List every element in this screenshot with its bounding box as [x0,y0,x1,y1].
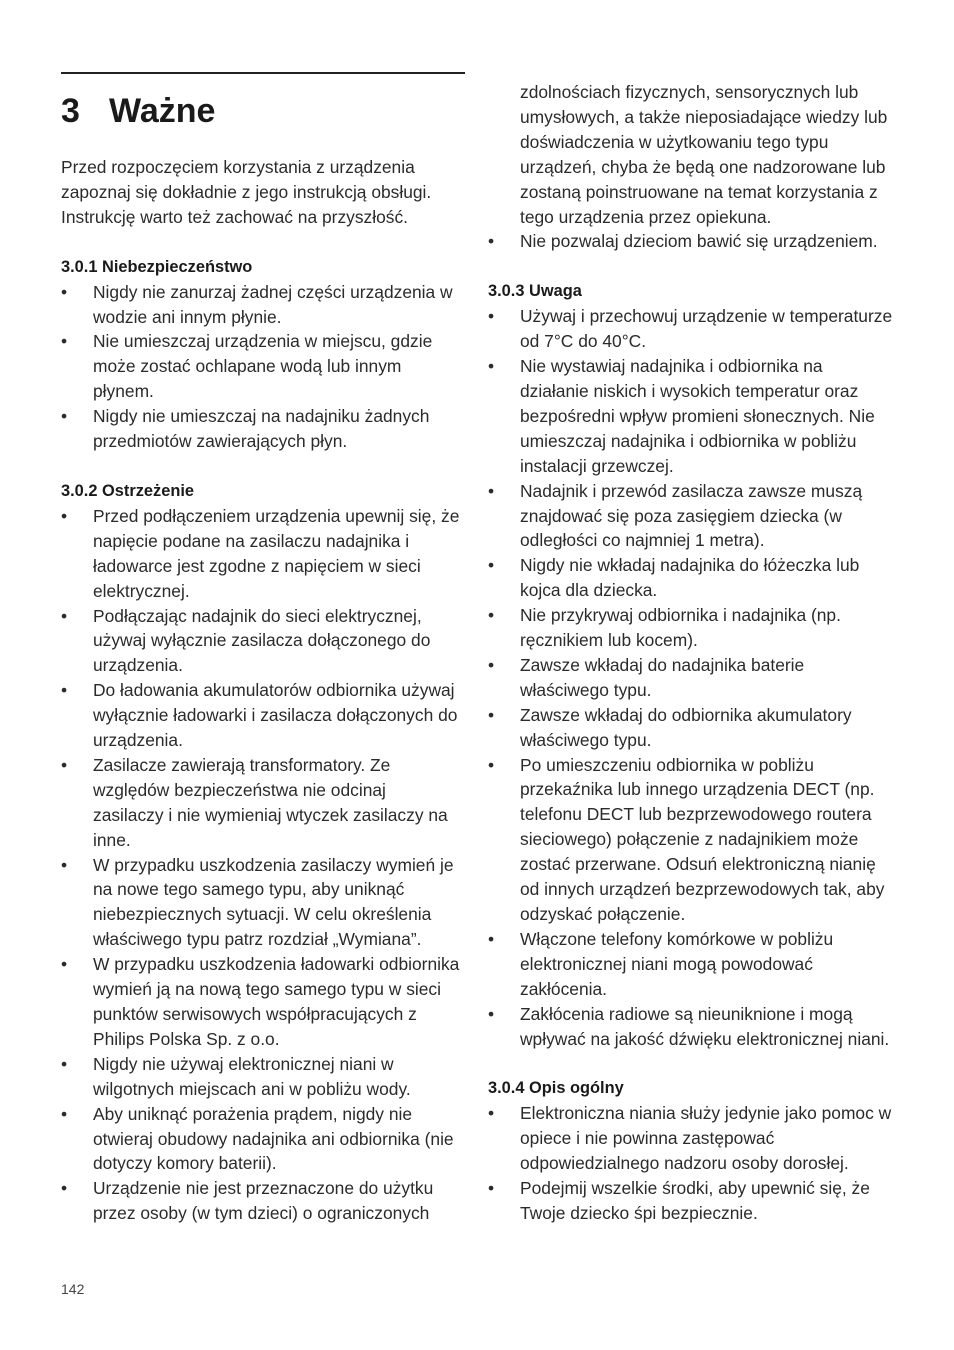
list-item [61,604,461,679]
list-item [61,280,461,330]
list-item-text: Nie wystawiaj nadajnika i odbiornika na działanie niskich i wysokich temperatur oraz bezpośredni wpływ promieni słonecznych. Nie umieszczaj nadajnika i odbiornika w pobliżu instalacji grzewczej. [520,356,875,476]
bullet: • [488,306,495,327]
list-item-text: Zawsze wkładaj do nadajnika baterie właściwego typu. [520,654,805,700]
bullet: • [488,480,495,501]
bullet: • [61,331,68,352]
list-item-text: Elektroniczna niania służy jedynie jako pomoc w opiece i nie powinna zastępować odpowiedzialnego nadzoru osoby dorosłej. [520,1103,892,1174]
section-title-general: 3.0.4 Opis ogólny [488,1079,624,1098]
list-item [61,329,461,404]
list-item [61,1052,461,1102]
section-title-caution: 3.0.3 Uwaga [488,282,582,301]
list-item-text: Nigdy nie zanurzaj żadnej części urządzenia w wodzie ani innym płynie. [93,281,453,327]
bullet: • [488,1178,495,1199]
list-item [488,1002,896,1052]
section-title-danger: 3.0.1 Niebezpieczeństwo [61,257,253,276]
list-item [61,504,461,604]
list-item [488,1101,896,1176]
danger-list [61,280,461,454]
list-item [488,653,896,703]
list-item [488,553,896,603]
list-item [488,229,896,254]
list-item-text: Do ładowania akumulatorów odbiornika używaj wyłącznie ładowarki i zasilacza dołączonych do urządzenia. [93,680,458,751]
intro-paragraph: Przed rozpoczęciem korzystania z urządzenia zapoznaj się dokładnie z jego instrukcją obsługi. Instrukcję warto też zachować na przyszłość. [61,157,432,227]
bullet: • [488,1003,495,1024]
list-item-text: Nie przykrywaj odbiornika i nadajnika (np. ręcznikiem lub kocem). [520,605,841,651]
list-item [488,603,896,653]
bullet: • [488,605,495,626]
bullet: • [61,1178,68,1199]
list-item [488,703,896,753]
list-item [61,1102,461,1177]
list-item-continuation: zdolnościach fizycznych, sensorycznych lub umysłowych, a także nieposiadające wiedzy lub doświadczenia w użytkowaniu tego typu urządzeń, chyba że będą one nadzorowane lub zostaną poinstruowane na temat korzystania z tego urządzenia przez opiekuna. [520,82,888,227]
header-rule [61,72,465,74]
warning-list [61,504,461,1226]
list-item-text: Podejmij wszelkie środki, aby upewnić się, że Twoje dziecko śpi bezpiecznie. [520,1178,870,1223]
list-item [488,753,896,927]
chapter-number: 3 [61,92,80,130]
list-item-text: Nie umieszczaj urządzenia w miejscu, gdzie może zostać ochlapane wodą lub innym płynem. [93,331,433,402]
list-item-text: Nadajnik i przewód zasilacza zawsze muszą znajdować się poza zasięgiem dziecka (w odległości co najmniej 1 metra). [520,480,863,551]
bullet: • [61,1103,68,1124]
list-item-text: Zasilacze zawierają transformatory. Ze względów bezpieczeństwa nie odcinaj zasilaczy i nie wymieniaj wtyczek zasilaczy na inne. [93,754,448,850]
list-item-text: Zawsze wkładaj do odbiornika akumulatory właściwego typu. [520,704,852,750]
bullet: • [61,406,68,427]
list-item-text: Urządzenie nie jest przeznaczone do użytku przez osoby (w tym dzieci) o ograniczonych [93,1178,434,1224]
bullet: • [61,954,68,975]
list-item-text: Po umieszczeniu odbiornika w pobliżu przekaźnika lub innego urządzenia DECT (np. telefonu DECT lub bezprzewodowego routera sieciowego) połączenie z nadajnikiem może zostać przerwane. Odsuń elektroniczną nianię od innych urządzeń bezprzewodowych tak, aby odzyskać połączenie. [520,754,885,924]
caution-list [488,304,896,1051]
warning-list-continued [488,229,896,254]
bullet: • [488,1103,495,1124]
list-item-text: Aby uniknąć porażenia prądem, nigdy nie otwieraj obudowy nadajnika ani odbiornika (nie dotyczy komory baterii). [93,1103,454,1174]
list-item-text: Zakłócenia radiowe są nieuniknione i mogą wpływać na jakość dźwięku elektronicznej niani. [520,1003,890,1049]
list-item [488,927,896,1002]
bullet: • [61,1053,68,1074]
list-item [488,479,896,554]
list-item [61,853,461,953]
list-item-text: W przypadku uszkodzenia ładowarki odbiornika wymień ją na nową tego samego typu w sieci punktów serwisowych współpracujących z Philips Polska Sp. z o.o. [93,954,460,1049]
list-item [61,753,461,853]
page-title [61,88,215,134]
list-item [61,952,461,1052]
bullet: • [61,680,68,701]
bullet: • [61,754,68,775]
list-item [61,1176,461,1226]
list-item [488,1176,896,1226]
list-item-text: Przed podłączeniem urządzenia upewnij się, że napięcie podane na zasilaczu nadajnika i ładowarce jest zgodne z napięciem w sieci elektrycznej. [93,505,460,601]
right-column [488,80,896,1251]
general-list [488,1101,896,1226]
bullet: • [488,356,495,377]
bullet: • [488,754,495,775]
chapter-title: Ważne [109,92,216,130]
bullet: • [61,605,68,626]
left-column [61,155,461,1251]
bullet: • [488,654,495,675]
list-item [61,678,461,753]
bullet: • [488,928,495,949]
list-item-text: Nigdy nie wkładaj nadajnika do łóżeczka lub kojca dla dziecka. [520,555,860,601]
list-item [488,304,896,354]
bullet: • [488,704,495,725]
list-item [488,354,896,479]
list-item-text: Podłączając nadajnik do sieci elektrycznej, używaj wyłącznie zasilacza dołączonego do urządzenia. [93,605,431,676]
list-item-text: W przypadku uszkodzenia zasilaczy wymień je na nowe tego samego typu, aby uniknąć niebezpiecznych sytuacji. W celu określenia właściwego typu patrz rozdział „Wymiana”. [93,854,454,950]
bullet: • [61,281,68,302]
list-item-text: Używaj i przechowuj urządzenie w temperaturze od 7°C do 40°C. [520,306,893,352]
list-item-text: Nie pozwalaj dzieciom bawić się urządzeniem. [520,231,878,252]
page-number: 142 [61,1281,85,1297]
list-item [61,404,461,454]
list-item-text: Nigdy nie umieszczaj na nadajniku żadnych przedmiotów zawierających płyn. [93,406,430,452]
bullet: • [488,555,495,576]
bullet: • [488,231,495,252]
bullet: • [61,854,68,875]
bullet: • [61,505,68,526]
list-item-text: Włączone telefony komórkowe w pobliżu elektronicznej niani mogą powodować zakłócenia. [520,928,834,999]
list-item-text: Nigdy nie używaj elektronicznej niani w wilgotnych miejscach ani w pobliżu wody. [93,1053,411,1099]
section-title-warning: 3.0.2 Ostrzeżenie [61,481,195,500]
